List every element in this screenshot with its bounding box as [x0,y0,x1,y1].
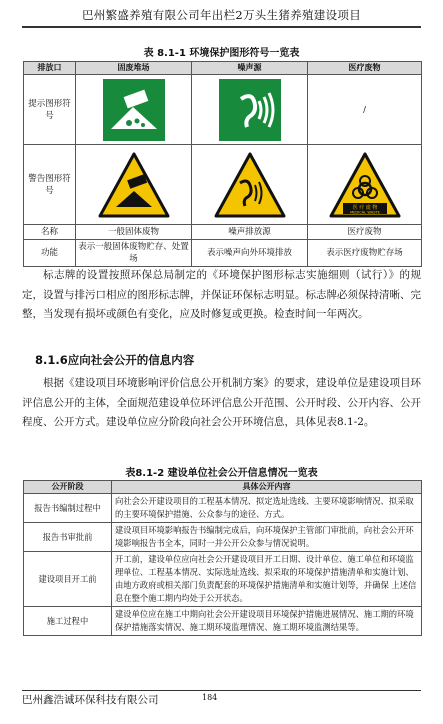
table-row [24,75,422,145]
page-footer [22,690,421,708]
medical-warning-sign [308,145,422,225]
table-caption-1: 表 8.1-1 环境保护图形符号一览表 [143,48,300,59]
col-header: 具体公开内容 [112,481,422,494]
row-label: 提示图形符号 [24,75,76,145]
table-row [24,607,422,636]
col-header: 排放口 [24,62,76,75]
table-caption-2: 表8.1-2 建设单位社会公开信息情况一览表 [125,468,318,479]
solid-waste-warning-sign [76,145,192,225]
table-row [24,552,422,607]
table-row [24,225,422,240]
table-cell: 一般固体废物 [76,225,192,240]
col-header: 噪声源 [192,62,308,75]
solid-waste-dump-icon [103,79,165,141]
medical-sign-text-en: MEDICAL WASTE [349,210,380,214]
noise-prompt-sign [192,75,308,145]
table-cell: 表示医疗废物贮存场 [308,240,422,267]
table-cell: 表示噪声向外环境排放 [192,240,308,267]
table-cell: 噪声排放源 [192,225,308,240]
footer-company: 巴州鑫浩诚环保科技有限公司 [22,694,159,706]
table-cell: 功能 [24,240,76,267]
content-cell: 建设项目环境影响报告书编制完成后，向环境保护主管部门审批前，向社会公开环境影响报告书全本，同时一并公开公众参与情况说明。 [112,523,422,552]
solid-waste-prompt-sign [76,75,192,145]
table-cell: 名称 [24,225,76,240]
content-cell: 向社会公开建设项目的工程基本情况、拟定选址选线、主要环境影响情况、拟采取的主要环境保护措施、公众参与的途径、方式。 [112,494,422,523]
table-header-row [24,481,422,494]
col-header: 公开阶段 [24,481,112,494]
stage-cell: 建设项目开工前 [24,552,112,607]
ear-noise-icon [219,79,281,141]
noise-warning-icon [214,151,286,219]
table-row [24,494,422,523]
section-heading: 8.1.6应向社会公开的信息内容 [35,353,195,367]
col-header: 固废堆场 [76,62,192,75]
stage-cell: 报告书审批前 [24,523,112,552]
solid-waste-warning-icon [98,151,170,219]
table-header-row [24,62,422,75]
content-cell: 开工前，建设单位应向社会公开建设项目开工日期、设计单位、施工单位和环境监理单位、工程基本情况、实际选址选线、拟采取的环境保护措施清单和实施计划、由地方政府或相关部门负责配套的环境保护措施清单和实施计划等，并确保 上述信息在整个施工期内均处于公开状态。 [112,552,422,607]
disclosure-table [23,480,422,636]
table-row [24,523,422,552]
stage-cell: 施工过程中 [24,607,112,636]
table-cell: 医疗废物 [308,225,422,240]
symbol-table [23,61,422,267]
medical-sign-text-cn: 医 疗 废 物 [352,204,377,211]
page-header: 巴州繁盛养殖有限公司年出栏2万头生猪养殖建设项目 [22,4,421,28]
body-paragraph-1: 标志牌的设置按照环保总局制定的《环境保护图形标志实施细则（试行）》的规定，设置与排污口相应的图形标志牌，并保证环保标志明显。标志牌必须保持清晰、完整，当发现有损坏或颜色有变化，应及时修复或更换。检查时间一年两次。 [22,269,421,320]
page-number: 184 [202,693,218,702]
col-header: 医疗废物 [308,62,422,75]
table-row [24,240,422,267]
row-label: 警告图形符号 [24,145,76,225]
stage-cell: 报告书编制过程中 [24,494,112,523]
content-cell: 建设单位应在施工中期向社会公开建设项目环境保护措施进展情况、施工期的环境保护措施落实情况、施工期环境监理情况、施工期环境监测结果等。 [112,607,422,636]
table-cell: 表示一般固体废物贮存、处置场 [76,240,192,267]
body-paragraph-2: 根据《建设项目环境影响评价信息公开机制方案》的要求，建设单位是建设项目环评信息公开的主体，全面规范建设单位环评信息公开范围、公开时段、公开内容、公开程度、公开方式。建设单位应分阶段向社会公开环境信息，具体见表8.1-2。 [22,377,421,428]
noise-warning-sign [192,145,308,225]
biohazard-icon [329,151,401,219]
table-row [24,145,422,225]
medical-prompt-cell: / [308,75,422,145]
